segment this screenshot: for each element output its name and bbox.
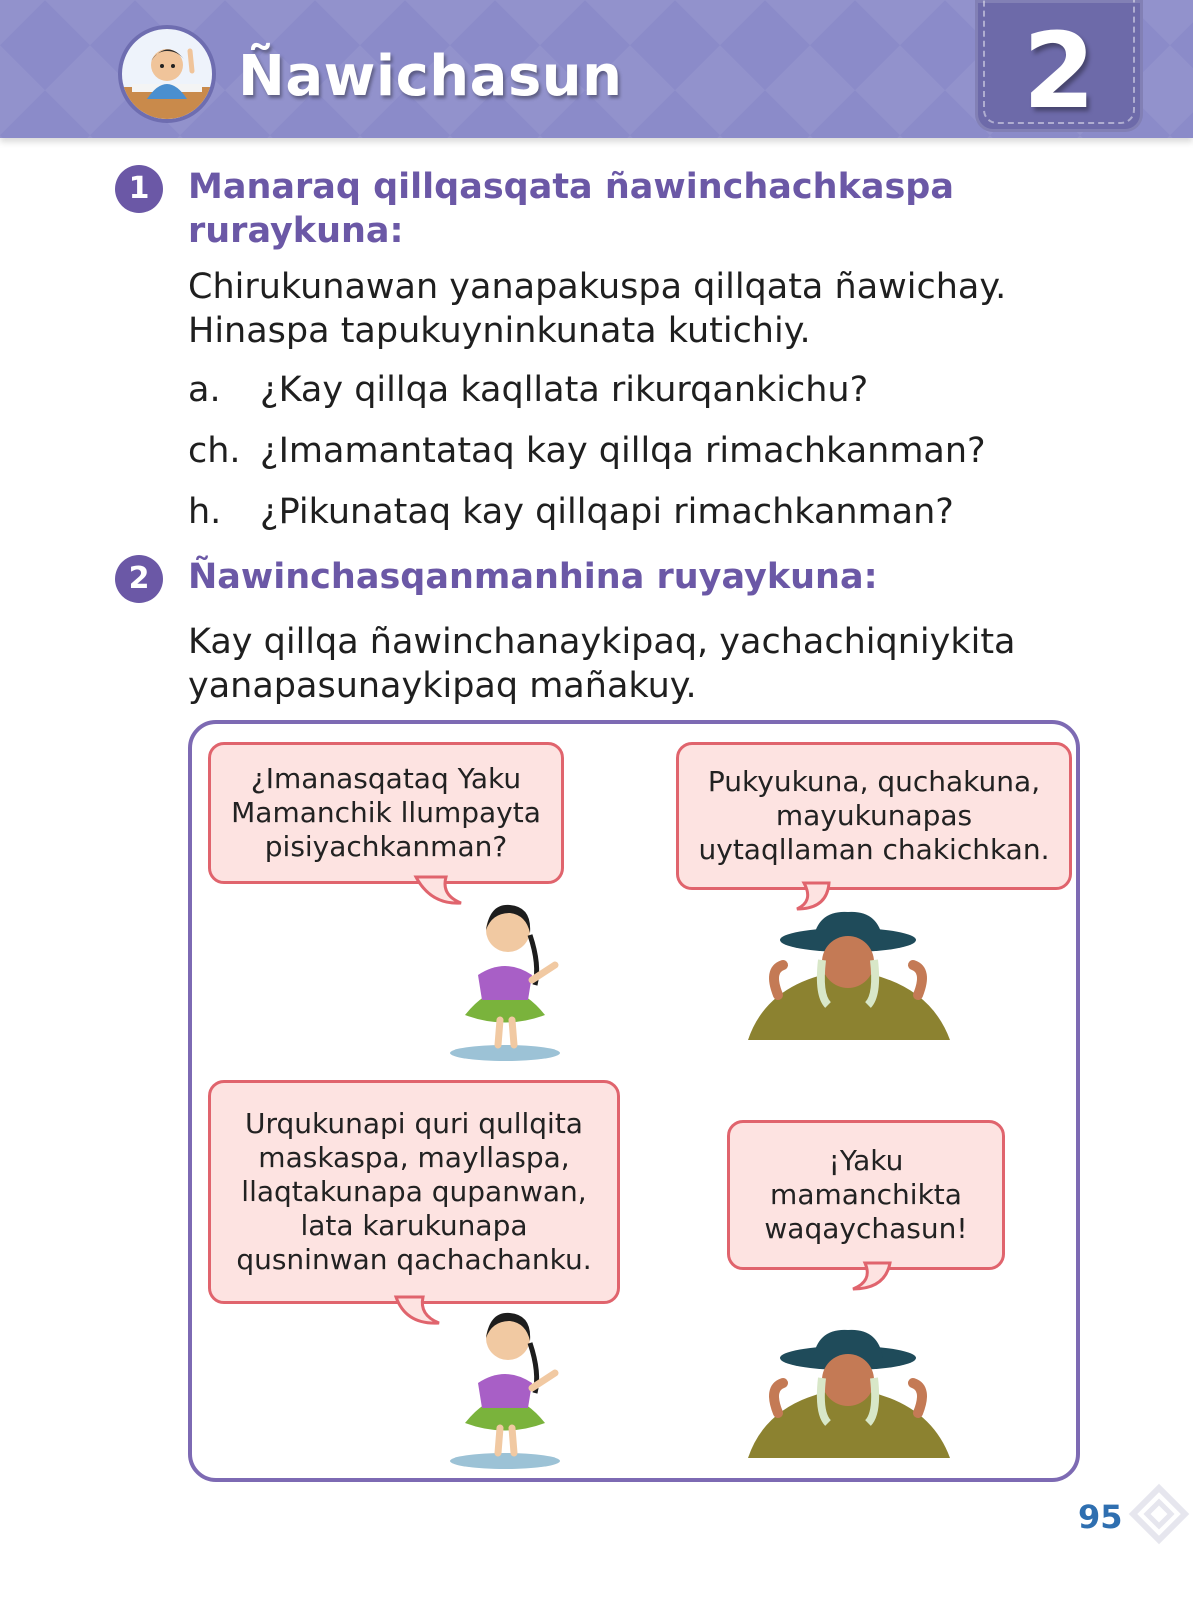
bubble-line: lata karukunapa (300, 1209, 528, 1242)
question-label: h. (188, 492, 222, 532)
question-text: ¿Kay qillqa kaqllata rikurqankichu? (260, 370, 869, 410)
page-title: Ñawichasun (238, 44, 623, 109)
bubble-line: qusninwan qachachanku. (236, 1243, 592, 1276)
section2-heading: Ñawinchasqanmanhina ruyaykuna: (188, 557, 878, 597)
question-label: a. (188, 370, 221, 410)
bubble-line: mamanchikta (770, 1178, 962, 1211)
corner-pattern-icon (1125, 1478, 1193, 1562)
step-badge-1: 1 (115, 165, 163, 213)
bubble-line: pisiyachkanman? (264, 830, 508, 863)
bubble-line: waqaychasun! (764, 1212, 968, 1245)
section2-instruction-line2: yanapasunaykipaq mañakuy. (188, 666, 697, 706)
speech-bubble-3 (208, 1080, 620, 1304)
question-text: ¿Pikunataq kay qillqapi rimachkanman? (260, 492, 954, 532)
bubble-line: mayukunapas (775, 799, 973, 832)
girl-character-icon (440, 895, 570, 1069)
speech-bubble-1 (208, 742, 564, 884)
section1-instruction-line2: Hinaspa tapukuyninkunata kutichiy. (188, 311, 811, 351)
elder-character-icon (738, 1328, 958, 1467)
section1-instruction-line1: Chirukunawan yanapakuspa qillqata ñawichay. (188, 267, 1007, 307)
bubble-line: Urqukunapi quri qullqita (245, 1107, 583, 1140)
bubble-line: ¡Yaku (828, 1144, 904, 1177)
step-badge-2: 2 (115, 555, 163, 603)
student-reading-icon (118, 25, 216, 123)
page-number: 95 (1078, 1498, 1123, 1536)
speech-bubble-2 (676, 742, 1072, 890)
speech-bubble-4 (727, 1120, 1005, 1270)
bubble-line: uytaqllaman chakichkan. (698, 833, 1050, 866)
unit-number: 2 (1022, 10, 1096, 132)
bubble-line: Pukyukuna, quchakuna, (707, 765, 1041, 798)
unit-tab (975, 0, 1143, 132)
girl-character-icon (440, 1303, 570, 1477)
question-text: ¿Imamantataq kay qillqa rimachkanman? (260, 431, 986, 471)
elder-character-icon (738, 910, 958, 1049)
section2-instruction-line1: Kay qillqa ñawinchanaykipaq, yachachiqniykita (188, 622, 1016, 662)
bubble-line: llaqtakunapa qupanwan, (241, 1175, 587, 1208)
bubble-line: maskaspa, mayllaspa, (258, 1141, 570, 1174)
bubble-line: Mamanchik llumpayta (231, 796, 541, 829)
bubble-line: ¿Imanasqataq Yaku (250, 762, 522, 795)
section1-heading: Manaraq qillqasqata ñawinchachkaspa ruraykuna: (188, 167, 954, 251)
question-label: ch. (188, 431, 241, 471)
